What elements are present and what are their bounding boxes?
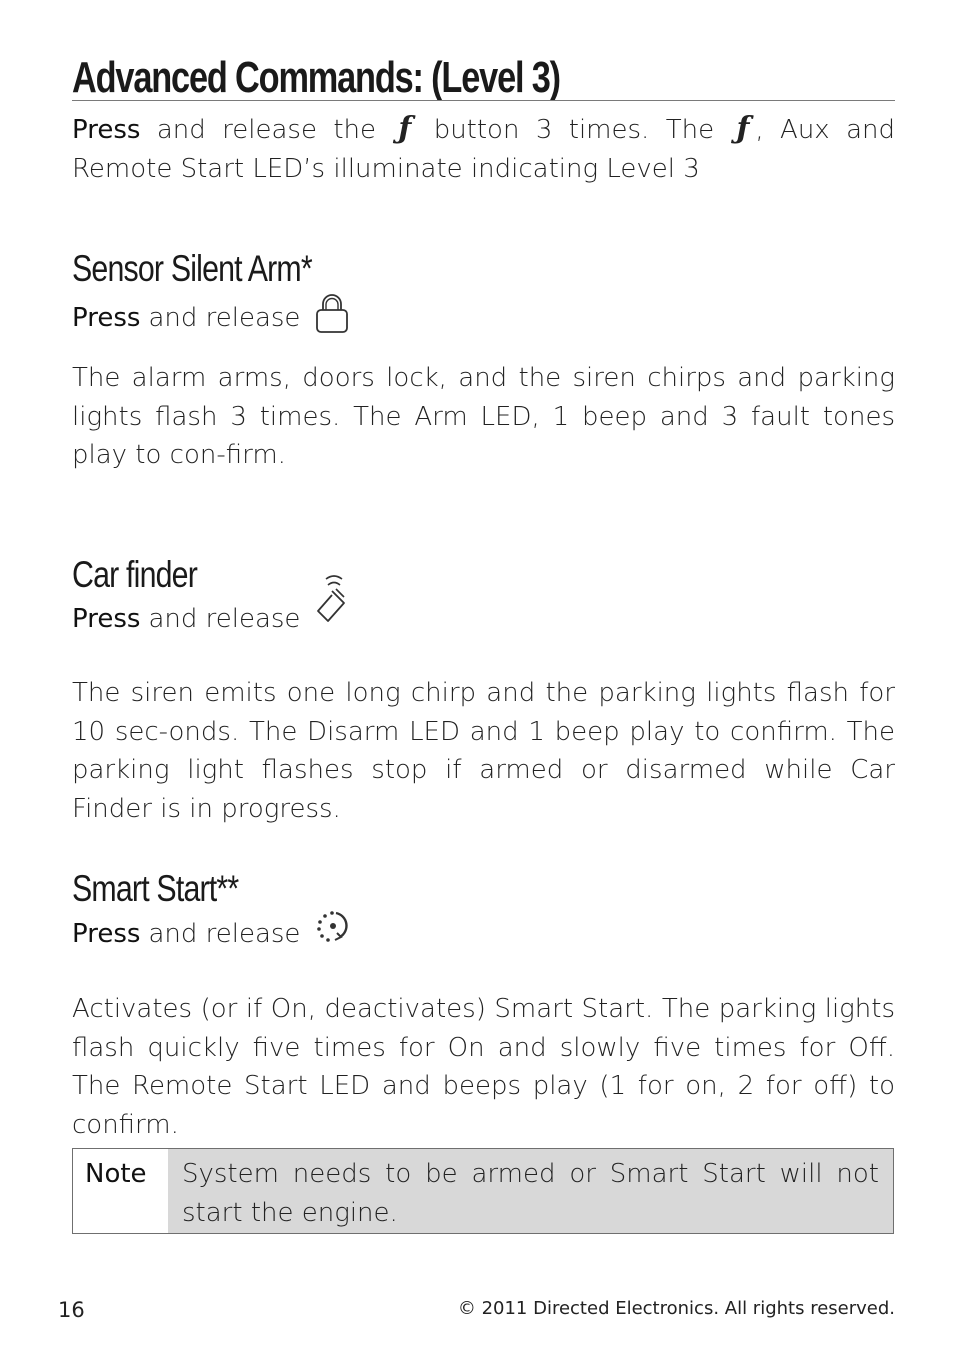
section-body-car-finder: The siren emits one long chirp and the parking lights flash for 10 sec-onds. The Disarm LED and 1 beep play to confirm. The parking light flashes stop if armed or disarmed while Car Finder is in progress. [72,678,895,824]
intro-paragraph [72,110,895,188]
section-heading-smart-start: Smart Start** [72,868,239,909]
note-box [72,1148,894,1234]
press-line-sensor-silent-arm [72,292,350,344]
intro-press: Press [72,115,141,145]
section-body-sensor-silent-arm: The alarm arms, doors lock, and the siren chirps and parking lights flash 3 times. The Arm LED, 1 beep and 3 fault tones play to con-firm. [72,363,895,470]
lock-icon [314,292,350,344]
press-word: Press [72,604,141,634]
release-word: and release [148,303,301,333]
title-underline [72,100,895,101]
aux-key-icon [314,571,354,639]
remote-start-icon [314,909,354,953]
note-label: Note [73,1149,168,1233]
note-text: System needs to be armed or Smart Start will not start the engine. [168,1149,893,1233]
release-word: and release [148,604,301,634]
press-line-car-finder [72,599,354,639]
intro-part2: button 3 times. The [433,115,715,145]
section-heading-sensor-silent-arm: Sensor Silent Arm* [72,248,312,289]
section-heading-car-finder: Car finder [72,554,198,595]
release-word: and release [148,919,301,949]
intro-part1: and release the [156,115,376,145]
copyright-text: © 2011 Directed Electronics. All rights reserved. [457,1298,895,1319]
page-number: 16 [58,1298,85,1322]
page-title: Advanced Commands: (Level 3) [72,53,560,102]
press-word: Press [72,303,141,333]
section-body-smart-start: Activates (or if On, deactivates) Smart Start. The parking lights flash quickly five times for On and slowly five times for Off. The Remote Start LED and beeps play (1 for on, 2 for off) to confirm. [72,994,895,1140]
intro-part3: , Aux and Remote Start LED’s illuminate indicating Level 3 [72,115,895,184]
press-word: Press [72,919,141,949]
function-f-icon: ƒ [736,111,750,146]
function-f-icon: ƒ [398,111,412,146]
press-line-smart-start [72,915,354,953]
